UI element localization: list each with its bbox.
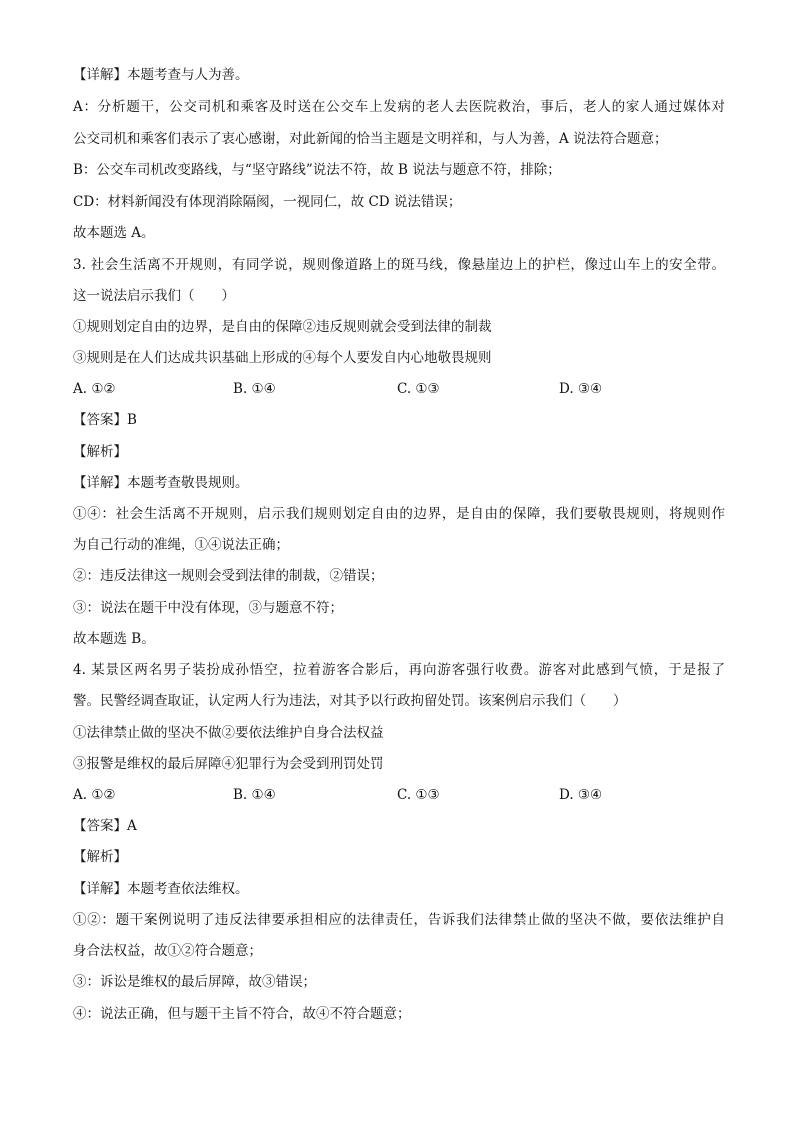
q3-analysis-heading: 【解析】 [73,444,127,460]
q3-statement-3-analysis: ③：说法在题干中没有体现，③与题意不符； [73,600,343,616]
q4-statements-line2: ③报警是维权的最后屏障④犯罪行为会受到刑罚处罚 [73,756,384,772]
q2-option-b-analysis: B：公交车司机改变路线，与“坚守路线”说法不符，故 B 说法与题意不符，排除； [73,162,561,178]
q3-options [73,380,733,398]
q2-conclusion: 故本题选 A。 [73,225,155,241]
q3-stem-line2: 这一说法启示我们（ ） [73,288,235,304]
q4-option-a: A. ①② [73,787,116,803]
q2-option-cd-analysis: CD：材料新闻没有体现消除隔阂，一视同仁，故 CD 说法错误； [73,194,462,210]
q4-detail: 【详解】本题考查依法维权。 [73,881,249,897]
q3-statements-line2: ③规则是在人们达成共识基础上形成的④每个人要发自内心地敬畏规则 [73,350,492,366]
q4-analysis-heading: 【解析】 [73,849,127,865]
q4-statement-4-analysis: ④：说法正确，但与题干主旨不符合，故④不符合题意； [73,1006,411,1022]
q4-stem-line2: 警。民警经调查取证，认定两人行为违法，对其予以行政拘留处罚。该案例启示我们（ ） [73,693,627,709]
q4-stem-line1: 4. 某景区两名男子装扮成孙悟空，拉着游客合影后，再向游客强行收费。游客对此感到气愤，于是报了 [73,662,725,678]
q2-option-a-analysis-line2: 公交司机和乘客们表示了衷心感谢，对此新闻的恰当主题是文明祥和，与人为善，A 说法符合题意； [73,131,668,147]
q3-option-d: D. ③④ [559,381,603,397]
q3-option-a: A. ①② [73,381,116,397]
q4-option-c: C. ①③ [397,787,440,803]
q3-statement-2-analysis: ②：违反法律这一规则会受到法律的制裁，②错误； [73,568,384,584]
q4-statement-12-analysis-line2: 身合法权益，故①②符合题意； [73,943,262,959]
q3-answer: 【答案】B [73,412,137,428]
q3-option-c: C. ①③ [397,381,440,397]
q3-conclusion: 故本题选 B。 [73,631,155,647]
q4-statements-line1: ①法律禁止做的坚决不做②要依法维护自身合法权益 [73,725,384,741]
q3-stem-line1: 3. 社会生活离不开规则，有同学说，规则像道路上的斑马线，像悬崖边上的护栏，像过山车上的安全带。 [73,257,725,273]
q3-option-b: B. ①④ [233,381,276,397]
q4-statement-12-analysis-line1: ①②：题干案例说明了违反法律要承担相应的法律责任，告诉我们法律禁止做的坚决不做，要依法维护自 [73,912,725,928]
q2-option-a-analysis-line1: A：分析题干，公交司机和乘客及时送在公交车上发病的老人去医院救治，事后，老人的家人通过媒体对 [73,99,725,115]
q2-detail: 【详解】本题考查与人为善。 [73,67,249,83]
q4-options [73,786,733,804]
q4-option-b: B. ①④ [233,787,276,803]
q3-statement-14-analysis-line1: ①④：社会生活离不开规则，启示我们规则划定自由的边界，是自由的保障，我们要敬畏规则，将规则作 [73,506,725,522]
q3-detail: 【详解】本题考查敬畏规则。 [73,475,249,491]
q4-statement-3-analysis: ③：诉讼是维权的最后屏障，故③错误； [73,974,316,990]
q4-option-d: D. ③④ [559,787,603,803]
q3-statements-line1: ①规则划定自由的边界，是自由的保障②违反规则就会受到法律的制裁 [73,319,492,335]
q3-statement-14-analysis-line2: 为自己行动的准绳，①④说法正确； [73,537,289,553]
q4-answer: 【答案】A [73,818,137,834]
